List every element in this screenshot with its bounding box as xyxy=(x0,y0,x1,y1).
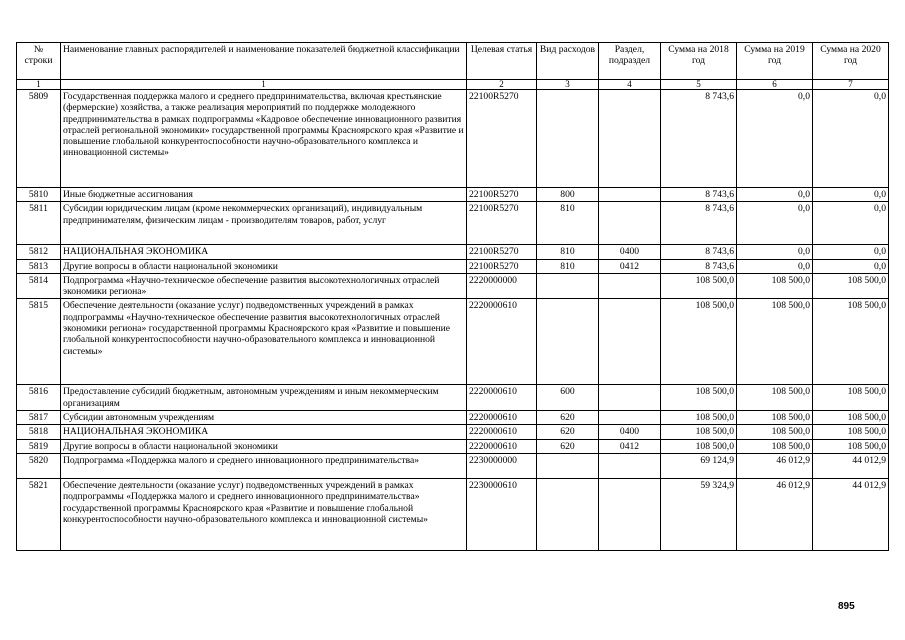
page-number: 895 xyxy=(838,601,855,612)
table-row xyxy=(17,259,889,273)
row-sum-2018: 69 124,9 xyxy=(661,453,737,478)
row-expense-type xyxy=(537,90,599,188)
row-target-article: 2220000610 xyxy=(467,411,537,425)
row-expense-type: 800 xyxy=(537,188,599,202)
table-row xyxy=(17,425,889,439)
row-sum-2020: 0,0 xyxy=(813,188,889,202)
row-sum-2018: 108 500,0 xyxy=(661,273,737,299)
row-section: 0412 xyxy=(599,439,661,453)
row-name: Обеспечение деятельности (оказание услуг) подведомственных учреждений в рамках подпрограммы «Научно-техническое обеспечение развития высокотехнологичных отраслей экономики региона» государственной программы Красноярского края «Развитие и повышение глобальной конкурентоспособности научно-образовательного комплекса и инновационной системы» xyxy=(61,299,467,385)
row-section xyxy=(599,273,661,299)
row-name: Государственная поддержка малого и среднего предпринимательства, включая крестьянские (фермерские) хозяйства, а также реализация мероприятий по поддержке молодежного предпринимательства в рамках подпрограммы «Кадровое обеспечение инновационного развития отраслей региональной экономики» государственной программы Красноярского края «Развитие и повышение глобальной конкурентоспособности научно-образовательного комплекса и инновационной системы» xyxy=(61,90,467,188)
row-sum-2019: 0,0 xyxy=(737,90,813,188)
row-name: Другие вопросы в области национальной экономики xyxy=(61,439,467,453)
row-expense-type xyxy=(537,299,599,385)
row-expense-type: 810 xyxy=(537,245,599,259)
table-row xyxy=(17,411,889,425)
row-number: 5815 xyxy=(17,299,61,385)
row-target-article: 22100R5270 xyxy=(467,245,537,259)
row-sum-2019: 108 500,0 xyxy=(737,411,813,425)
row-target-article: 2220000000 xyxy=(467,273,537,299)
row-name: Иные бюджетные ассигнования xyxy=(61,188,467,202)
column-number: 3 xyxy=(537,80,599,90)
column-numbers-row xyxy=(17,80,889,90)
row-section xyxy=(599,453,661,478)
column-number: 1 xyxy=(17,80,61,90)
row-sum-2019: 0,0 xyxy=(737,245,813,259)
row-section xyxy=(599,478,661,550)
row-sum-2020: 0,0 xyxy=(813,259,889,273)
table-row xyxy=(17,453,889,478)
header-expense-type: Вид расходов xyxy=(537,43,599,80)
row-number: 5819 xyxy=(17,439,61,453)
row-section xyxy=(599,411,661,425)
row-target-article: 2230000610 xyxy=(467,478,537,550)
row-sum-2020: 108 500,0 xyxy=(813,439,889,453)
row-sum-2020: 108 500,0 xyxy=(813,385,889,411)
row-sum-2020: 108 500,0 xyxy=(813,425,889,439)
row-sum-2020: 108 500,0 xyxy=(813,273,889,299)
row-number: 5812 xyxy=(17,245,61,259)
row-expense-type: 810 xyxy=(537,202,599,245)
row-expense-type xyxy=(537,453,599,478)
row-target-article: 2220000610 xyxy=(467,425,537,439)
row-section xyxy=(599,202,661,245)
row-sum-2020: 108 500,0 xyxy=(813,411,889,425)
row-sum-2019: 0,0 xyxy=(737,188,813,202)
row-sum-2020: 108 500,0 xyxy=(813,299,889,385)
row-sum-2019: 108 500,0 xyxy=(737,299,813,385)
row-sum-2018: 8 743,6 xyxy=(661,90,737,188)
row-expense-type: 600 xyxy=(537,385,599,411)
row-sum-2018: 8 743,6 xyxy=(661,245,737,259)
row-sum-2018: 108 500,0 xyxy=(661,385,737,411)
row-section xyxy=(599,188,661,202)
row-section: 0400 xyxy=(599,245,661,259)
row-name: Подпрограмма «Поддержка малого и среднего инновационного предпринимательства» xyxy=(61,453,467,478)
row-sum-2020: 0,0 xyxy=(813,90,889,188)
header-row-number: № строки xyxy=(17,43,61,80)
row-target-article: 22100R5270 xyxy=(467,259,537,273)
row-sum-2018: 108 500,0 xyxy=(661,299,737,385)
row-section xyxy=(599,90,661,188)
budget-sheet xyxy=(16,42,889,551)
table-row xyxy=(17,385,889,411)
header-sum-2020: Сумма на 2020 год xyxy=(813,43,889,80)
row-sum-2018: 8 743,6 xyxy=(661,259,737,273)
row-section xyxy=(599,385,661,411)
header-sum-2019: Сумма на 2019 год xyxy=(737,43,813,80)
row-number: 5816 xyxy=(17,385,61,411)
row-target-article: 2230000000 xyxy=(467,453,537,478)
row-target-article: 22100R5270 xyxy=(467,90,537,188)
table-row xyxy=(17,202,889,245)
row-sum-2019: 46 012,9 xyxy=(737,453,813,478)
row-sum-2019: 0,0 xyxy=(737,202,813,245)
header-section: Раздел, подраздел xyxy=(599,43,661,80)
row-sum-2019: 108 500,0 xyxy=(737,425,813,439)
row-sum-2018: 8 743,6 xyxy=(661,188,737,202)
budget-table xyxy=(16,42,889,551)
row-number: 5814 xyxy=(17,273,61,299)
row-sum-2019: 46 012,9 xyxy=(737,478,813,550)
row-expense-type: 810 xyxy=(537,259,599,273)
row-sum-2018: 59 324,9 xyxy=(661,478,737,550)
row-name: Обеспечение деятельности (оказание услуг) подведомственных учреждений в рамках подпрограммы «Поддержка малого и среднего инновационного предпринимательства» государственной программы Красноярского края «Развитие и повышение глобальной конкурентоспособности научно-образовательного комплекса и инновационной системы» xyxy=(61,478,467,550)
row-sum-2019: 108 500,0 xyxy=(737,273,813,299)
row-name: Предоставление субсидий бюджетным, автономным учреждениям и иным некоммерческим организациям xyxy=(61,385,467,411)
table-row xyxy=(17,478,889,550)
table-body xyxy=(17,90,889,551)
row-expense-type xyxy=(537,478,599,550)
column-number: 2 xyxy=(467,80,537,90)
row-number: 5809 xyxy=(17,90,61,188)
header-sum-2018: Сумма на 2018 год xyxy=(661,43,737,80)
row-name: Субсидии юридическим лицам (кроме некоммерческих организаций), индивидуальным предпринимателям, физическим лицам - производителям товаров, работ, услуг xyxy=(61,202,467,245)
row-expense-type: 620 xyxy=(537,411,599,425)
row-sum-2020: 0,0 xyxy=(813,245,889,259)
column-number: 5 xyxy=(661,80,737,90)
row-expense-type: 620 xyxy=(537,439,599,453)
row-target-article: 2220000610 xyxy=(467,385,537,411)
row-expense-type xyxy=(537,273,599,299)
row-number: 5813 xyxy=(17,259,61,273)
row-target-article: 2220000610 xyxy=(467,299,537,385)
table-row xyxy=(17,245,889,259)
row-sum-2020: 0,0 xyxy=(813,202,889,245)
row-sum-2019: 0,0 xyxy=(737,259,813,273)
row-sum-2018: 108 500,0 xyxy=(661,425,737,439)
column-number: 6 xyxy=(737,80,813,90)
row-name: НАЦИОНАЛЬНАЯ ЭКОНОМИКА xyxy=(61,245,467,259)
row-number: 5818 xyxy=(17,425,61,439)
row-section xyxy=(599,299,661,385)
row-name: Субсидии автономным учреждениям xyxy=(61,411,467,425)
row-number: 5820 xyxy=(17,453,61,478)
row-number: 5821 xyxy=(17,478,61,550)
table-row xyxy=(17,188,889,202)
row-section: 0412 xyxy=(599,259,661,273)
row-sum-2018: 8 743,6 xyxy=(661,202,737,245)
row-sum-2018: 108 500,0 xyxy=(661,411,737,425)
header-target-article: Целевая статья xyxy=(467,43,537,80)
table-row xyxy=(17,90,889,188)
table-row xyxy=(17,273,889,299)
row-sum-2020: 44 012,9 xyxy=(813,453,889,478)
row-sum-2020: 44 012,9 xyxy=(813,478,889,550)
row-sum-2019: 108 500,0 xyxy=(737,439,813,453)
row-name: Другие вопросы в области национальной экономики xyxy=(61,259,467,273)
row-number: 5810 xyxy=(17,188,61,202)
header-row xyxy=(17,43,889,80)
row-expense-type: 620 xyxy=(537,425,599,439)
column-number: 1 xyxy=(61,80,467,90)
header-name: Наименование главных распорядителей и наименование показателей бюджетной классификации xyxy=(61,43,467,80)
column-number: 7 xyxy=(813,80,889,90)
table-row xyxy=(17,439,889,453)
row-target-article: 2220000610 xyxy=(467,439,537,453)
row-number: 5811 xyxy=(17,202,61,245)
row-section: 0400 xyxy=(599,425,661,439)
row-target-article: 22100R5270 xyxy=(467,202,537,245)
row-name: Подпрограмма «Научно-техническое обеспечение развития высокотехнологичных отраслей экономики региона» xyxy=(61,273,467,299)
row-number: 5817 xyxy=(17,411,61,425)
row-sum-2018: 108 500,0 xyxy=(661,439,737,453)
row-sum-2019: 108 500,0 xyxy=(737,385,813,411)
row-target-article: 22100R5270 xyxy=(467,188,537,202)
row-name: НАЦИОНАЛЬНАЯ ЭКОНОМИКА xyxy=(61,425,467,439)
table-row xyxy=(17,299,889,385)
column-number: 4 xyxy=(599,80,661,90)
